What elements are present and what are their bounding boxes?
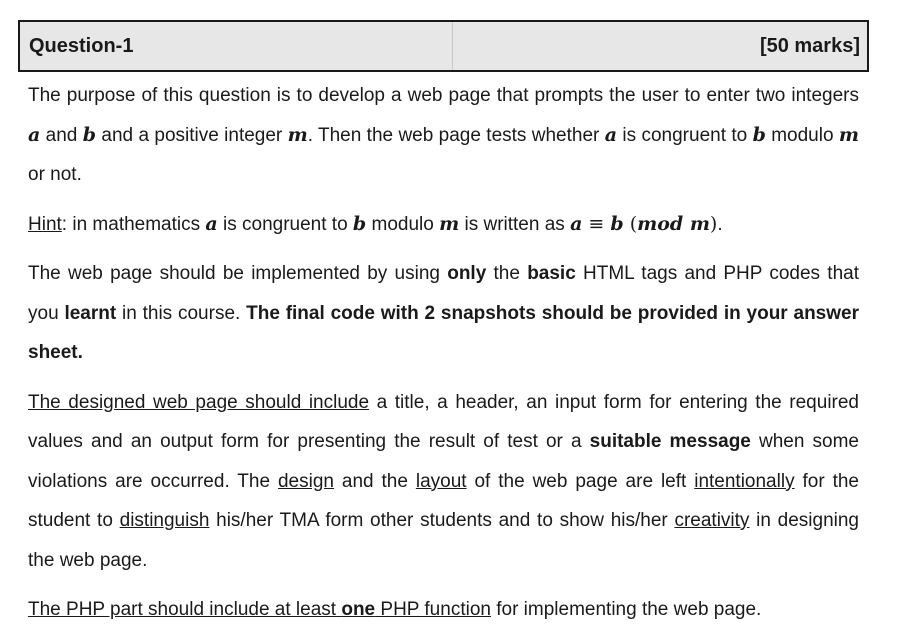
design-paragraph [28,383,859,581]
math-var-a: a [28,123,41,146]
question-marks: [50 marks] [759,34,860,57]
question-title: Question-1 [20,22,453,70]
text: : [61,213,68,235]
emphasis-only: only [447,263,487,284]
text: of the web page are left [466,470,695,492]
close-paren: ) [709,212,718,235]
text: the [486,263,528,284]
text: and a positive integer [96,124,288,146]
text: a title, a header, an input form for entering the required values and an output form for presenting the result of test or a [28,391,859,452]
text: in designing the web page. [28,510,859,571]
question-header [18,20,869,72]
text: . Then the web page tests whether [307,124,605,146]
php-paragraph [28,590,859,630]
text: modulo [765,124,839,146]
math-var-b: b [82,123,97,146]
underline-layout: layout [415,470,467,492]
text: is congruent to [617,124,753,146]
text: . [717,213,723,235]
emphasis-suitable-message: suitable message [589,431,751,452]
underline-creativity: creativity [674,510,750,531]
php-requirement: The PHP part should include at least [28,599,342,620]
emphasis-basic: basic [527,263,576,284]
emphasis-learnt: learnt [64,302,117,324]
text: or not. [28,164,82,185]
text: The web page should be implemented by using [28,263,448,284]
math-var-a: a [205,212,218,235]
text: for the student to [28,470,859,531]
formula-mod: mod m [637,212,710,235]
text: is congruent to [217,213,353,235]
underline-design: design [277,470,334,492]
design-requirement: The designed web page should include [28,391,370,413]
text: his/her TMA form other students and to show his/her [209,510,675,531]
implementation-paragraph [28,254,859,373]
open-paren: ( [623,212,638,235]
math-var-b: b [752,123,766,146]
emphasis-one: one [341,599,376,620]
php-function-requirement: PHP function [375,599,491,620]
purpose-paragraph [28,76,859,195]
math-var-m: m [287,123,308,146]
text: in mathematics [67,213,206,235]
text: in this course. [116,302,247,324]
math-var-m: m [838,123,860,146]
text: The purpose of this question is to develop a web page that prompts the user to enter two integers [28,85,859,106]
text: is written as [459,213,571,235]
text: for implementing the web page. [490,599,762,620]
question-body [28,76,859,630]
math-var-m: m [439,212,460,235]
hint-label: Hint [28,213,62,235]
formula-b: b [610,212,624,235]
text: when some violations are occurred. The [28,431,859,492]
text: and [40,124,83,146]
formula-a: a [570,212,583,235]
math-var-a: a [604,123,618,146]
equiv-symbol: ≡ [582,212,611,235]
text: modulo [366,213,440,235]
underline-distinguish: distinguish [119,510,210,531]
hint-paragraph [28,205,859,245]
final-code-requirement: The final code with 2 snapshots should be provided in your answer sheet. [28,302,859,363]
math-var-b: b [352,212,367,235]
text: HTML tags and PHP codes that you [28,263,859,324]
text: and the [333,470,416,492]
underline-intentionally: intentionally [694,470,795,492]
